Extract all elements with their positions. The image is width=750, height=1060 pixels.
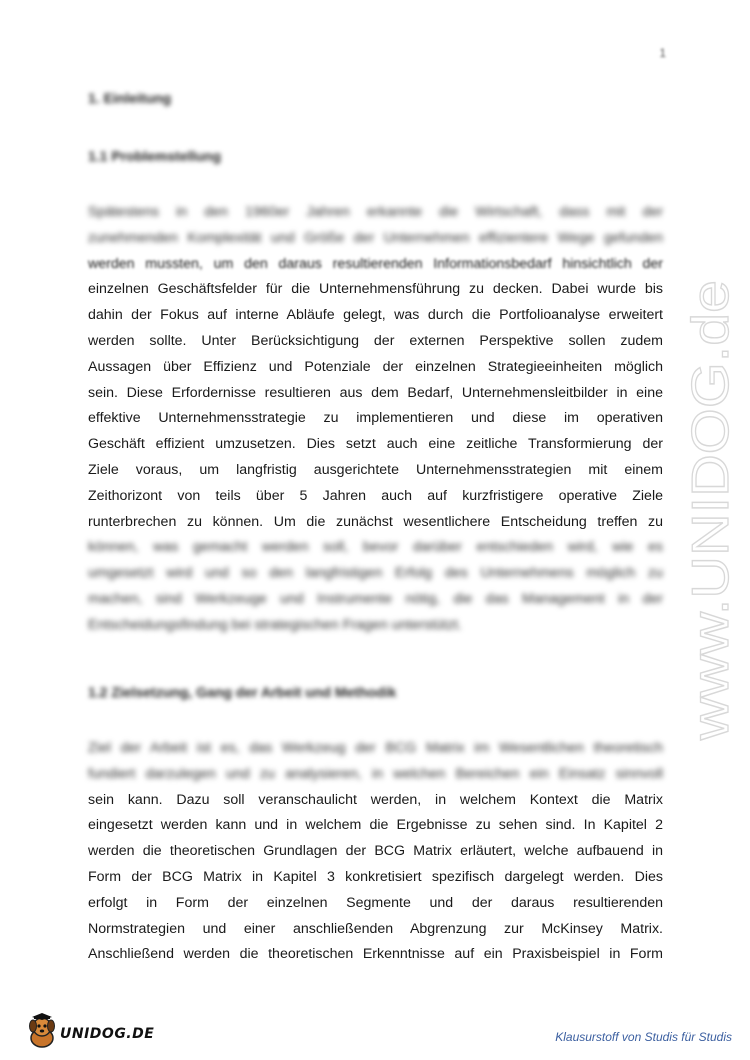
text-line: fundiert darzulegen und zu analysieren, in welchen Bereichen ein Einsatz sinnvoll [88, 765, 663, 782]
footer-slogan: Klausurstoff von Studis für Studis [555, 1030, 732, 1044]
text-line: dahin der Fokus auf interne Abläufe gelegt, was durch die Portfolioanalyse erweitert [88, 307, 663, 324]
text-line: umgesetzt wird und so den langfristigen Erfolg des Unternehmens möglich zu [88, 565, 663, 582]
text-line: werden mussten, um den daraus resultierenden Informationsbedarf hinsichtlich der [88, 255, 663, 272]
heading-einleitung: 1. Einleitung [88, 90, 172, 106]
watermark [672, 270, 750, 750]
text-line: erfolgt in Form der einzelnen Segmente und der daraus resultierenden [88, 894, 663, 911]
logo-text: UNIDOG.DE [60, 1026, 155, 1042]
text-line: runterbrechen zu können. Um die zunächst wesentlichere Entscheidung treffen zu [88, 513, 663, 530]
text-line: effektive Unternehmensstrategie zu implementieren und diese im operativen [88, 410, 663, 427]
dog-mascot-icon [22, 1012, 62, 1052]
text-line: Normstrategien und einer anschließenden Abgrenzung zur McKinsey Matrix. [88, 920, 663, 937]
text-line: Form der BCG Matrix in Kapitel 3 konkretisiert spezifisch dargelegt werden. Dies [88, 868, 663, 885]
text-line: Spätestens in den 1960er Jahren erkannte die Wirtschaft, dass mit der [88, 204, 663, 220]
paragraph-zielsetzung [88, 736, 663, 968]
text-line: werden die theoretischen Grundlagen der BCG Matrix erläutert, welche aufbauend in [88, 843, 663, 860]
text-line: Ziel der Arbeit ist es, das Werkzeug der BCG Matrix im Wesentlichen theoretisch [88, 740, 663, 756]
text-line: Ziele voraus, um langfristig ausgerichtete Unternehmensstrategien mit einem [88, 461, 663, 478]
watermark-text: www.UNIDOG.de [682, 335, 740, 740]
text-line: Anschließend werden die theoretischen Erkenntnisse auf ein Praxisbeispiel in Form [88, 946, 663, 963]
text-line: sein kann. Dazu soll veranschaulicht werden, in welchem Kontext die Matrix [88, 791, 663, 808]
unidog-logo [22, 1012, 162, 1052]
paragraph-problemstellung [88, 200, 663, 639]
text-line: eingesetzt werden kann und in welchem die Ergebnisse zu sehen sind. In Kapitel 2 [88, 817, 663, 834]
text-line: Geschäft effizient umzusetzen. Dies setzt auch eine zeitliche Transformierung der [88, 436, 663, 453]
text-line: einzelnen Geschäftsfelder für die Unternehmensführung zu decken. Dabei wurde bis [88, 281, 663, 298]
text-line: Aussagen über Effizienz und Potenziale der einzelnen Strategieeinheiten möglich [88, 358, 663, 375]
text-line: machen, sind Werkzeuge und Instrumente nötig, die das Management in der [88, 590, 663, 607]
text-line: sein. Diese Erfordernisse resultieren aus dem Bedarf, Unternehmensleitbilder in eine [88, 384, 663, 401]
page-number: 1 [659, 46, 666, 60]
heading-problemstellung: 1.1 Problemstellung [88, 148, 222, 164]
text-line: zunehmenden Komplexität und Größe der Unternehmen effizientere Wege gefunden [88, 229, 663, 246]
text-line: werden sollte. Unter Berücksichtigung der externen Perspektive sollen zudem [88, 332, 663, 349]
text-line: können, was gemacht werden soll, bevor darüber entschieden wird, wie es [88, 539, 663, 556]
heading-zielsetzung: 1.2 Zielsetzung, Gang der Arbeit und Methodik [88, 684, 397, 700]
text-line: Entscheidungsfindung bei strategischen Fragen unterstützt. [88, 616, 462, 633]
text-line: Zeithorizont von teils über 5 Jahren auch auf kurzfristigere operative Ziele [88, 487, 663, 504]
